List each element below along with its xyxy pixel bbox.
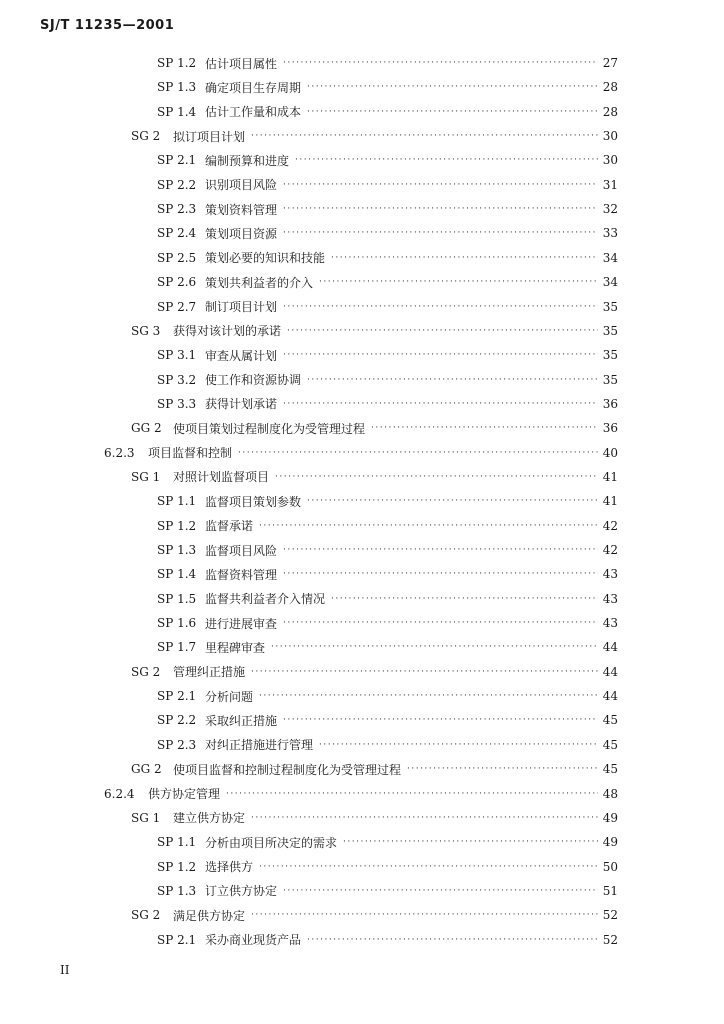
toc-entry [157, 589, 618, 609]
toc-entry-title: 采办商业现货产品 [205, 933, 302, 948]
toc-entry [104, 784, 618, 804]
toc-entry-code: SP 1.4 [157, 567, 197, 582]
toc-entry-page: 34 [602, 250, 618, 265]
toc-entry-page: 36 [602, 421, 618, 436]
toc-entry-page: 28 [602, 80, 618, 95]
toc-entry-code: SG 1 [131, 810, 161, 825]
toc-entry-code: SP 1.1 [157, 494, 197, 509]
toc-entry-title: 监督项目风险 [205, 543, 278, 558]
toc-entry-page: 33 [602, 226, 618, 241]
toc-entry-title: 策划必要的知识和技能 [205, 251, 326, 266]
dot-leader [287, 324, 598, 338]
toc-entry [131, 418, 618, 438]
toc-entry-code: SP 1.2 [157, 56, 197, 70]
toc-entry-page: 27 [602, 56, 618, 70]
dot-leader [251, 811, 598, 825]
toc-entry-code: 6.2.4 [104, 786, 135, 801]
toc-entry [157, 613, 618, 633]
toc-entry-code: SP 1.5 [157, 591, 197, 606]
toc-entry-code: SP 1.4 [157, 104, 197, 119]
toc-entry-code: SG 2 [131, 908, 161, 923]
toc-entry-title: 进行进展审查 [205, 616, 278, 631]
toc-entry-title: 里程碑审查 [205, 640, 266, 655]
toc-entry-title: 使项目策划过程制度化为受管理过程 [173, 421, 366, 436]
toc-entry-page: 32 [602, 202, 618, 217]
toc-entry-code: GG 2 [131, 762, 162, 777]
toc-entry-title: 识别项目风险 [205, 178, 278, 193]
dot-leader [259, 519, 598, 533]
toc-entry-page: 45 [602, 762, 618, 777]
toc-entry-title: 对照计划监督项目 [173, 470, 270, 485]
toc-entry-code: SP 3.1 [157, 348, 197, 363]
toc-entry-page: 51 [602, 883, 618, 898]
toc-entry-code: SP 2.2 [157, 177, 197, 192]
toc-entry [157, 345, 618, 365]
toc-entry-title: 管理纠正措施 [173, 665, 246, 680]
toc-entry [157, 175, 618, 195]
toc-entry-page: 42 [602, 518, 618, 533]
toc-entry-title: 分析由项目所决定的需求 [205, 835, 338, 850]
toc-entry-title: 订立供方协定 [205, 884, 278, 899]
toc-entry-page: 48 [602, 786, 618, 801]
toc-entry-code: SP 2.4 [157, 226, 197, 241]
toc-entry [157, 881, 618, 901]
toc-entry [131, 759, 618, 779]
toc-entry [131, 467, 618, 487]
toc-entry-page: 31 [602, 177, 618, 192]
toc-entry-code: SP 2.3 [157, 737, 197, 752]
toc-entry-title: 建立供方协定 [173, 811, 246, 826]
toc-entry [131, 662, 618, 682]
toc-entry-title: 获得对该计划的承诺 [173, 324, 282, 339]
toc-entry-code: SP 1.3 [157, 543, 197, 557]
toc-entry [131, 321, 618, 341]
toc-entry [157, 930, 618, 950]
dot-leader [259, 689, 598, 703]
toc-entry-code: SP 2.6 [157, 275, 197, 290]
toc-entry-page: 34 [602, 275, 618, 290]
toc-entry-title: 监督项目策划参数 [205, 494, 302, 509]
toc-entry-title: 分析问题 [205, 689, 254, 704]
toc-entry-title: 编制预算和进度 [205, 153, 290, 168]
toc-entry-code: SG 3 [131, 323, 161, 338]
toc-entry-code: SP 1.3 [157, 80, 197, 95]
dot-leader [331, 251, 598, 265]
toc-entry-title: 选择供方 [205, 860, 254, 875]
page-number: II [60, 963, 70, 977]
dot-leader [283, 202, 598, 216]
dot-leader [407, 762, 598, 776]
toc-entry-code: SP 3.2 [157, 372, 197, 387]
dot-leader [283, 226, 598, 240]
toc-entry [157, 77, 618, 97]
toc-entry [104, 443, 618, 463]
toc-entry-code: SP 2.1 [157, 153, 197, 168]
dot-leader [251, 129, 598, 143]
toc-entry [157, 297, 618, 317]
dot-leader [251, 908, 598, 922]
toc-entry-page: 35 [602, 348, 618, 363]
toc-entry-page: 41 [602, 494, 618, 509]
dot-leader [283, 397, 598, 411]
toc-entry-code: SP 1.6 [157, 616, 197, 631]
dot-leader [226, 787, 598, 801]
toc-entry [157, 223, 618, 243]
toc-entry-code: SG 2 [131, 129, 161, 144]
toc-entry [157, 491, 618, 511]
dot-leader [271, 640, 598, 654]
toc-entry-page: 43 [602, 591, 618, 606]
toc-entry [157, 102, 618, 122]
toc-entry [157, 53, 618, 73]
toc-entry-code: SP 1.7 [157, 640, 197, 655]
dot-leader [283, 713, 598, 727]
toc-entry-title: 采取纠正措施 [205, 713, 278, 728]
toc-entry-code: SP 2.1 [157, 689, 197, 704]
toc-entry-title: 使项目监督和控制过程制度化为受管理过程 [173, 762, 402, 777]
toc-entry-title: 制订项目计划 [205, 300, 278, 314]
toc-entry [157, 857, 618, 877]
toc-entry-title: 估计工作量和成本 [205, 105, 302, 120]
toc-entry-page: 45 [602, 737, 618, 752]
dot-leader [283, 300, 598, 314]
toc-entry-page: 44 [602, 664, 618, 679]
dot-leader [307, 933, 598, 947]
toc-entry-code: SP 1.2 [157, 859, 197, 874]
toc-entry-page: 49 [602, 835, 618, 850]
dot-leader [251, 665, 598, 679]
toc-entry-code: SP 2.7 [157, 299, 197, 314]
dot-leader [238, 446, 598, 460]
toc-entry-title: 监督承诺 [205, 519, 254, 534]
toc-entry [157, 686, 618, 706]
toc-entry-title: 供方协定管理 [148, 787, 221, 801]
toc-entry-page: 52 [602, 908, 618, 923]
dot-leader [319, 738, 598, 752]
dot-leader [283, 884, 598, 898]
dot-leader [343, 835, 598, 849]
toc-entry [157, 564, 618, 584]
toc-entry-code: SP 2.1 [157, 932, 197, 947]
document-code-header: SJ/T 11235—2001 [40, 18, 175, 33]
toc-entry-code: SP 3.3 [157, 396, 197, 411]
toc-entry-title: 获得计划承诺 [205, 397, 278, 412]
dot-leader [283, 178, 598, 192]
toc-entry-page: 50 [602, 859, 618, 874]
dot-leader [283, 543, 598, 557]
toc-entry-title: 策划资料管理 [205, 202, 278, 217]
toc-entry [131, 126, 618, 146]
dot-leader [307, 494, 598, 508]
toc-entry-code: SP 1.2 [157, 518, 197, 533]
toc-entry [157, 150, 618, 170]
dot-leader [275, 470, 598, 484]
toc-entry-page: 30 [602, 153, 618, 168]
toc-entry-code: GG 2 [131, 421, 162, 436]
toc-entry [157, 248, 618, 268]
toc-entry-title: 审查从属计划 [205, 348, 278, 363]
toc-entry [157, 394, 618, 414]
toc-entry-page: 49 [602, 810, 618, 825]
toc-entry-page: 35 [602, 372, 618, 387]
toc-entry-page: 28 [602, 104, 618, 119]
dot-leader [331, 592, 598, 606]
toc-entry-code: SP 2.5 [157, 250, 197, 265]
dot-leader [259, 860, 598, 874]
toc-entry-page: 30 [602, 129, 618, 144]
toc-entry-page: 45 [602, 713, 618, 728]
toc-entry [157, 199, 618, 219]
toc-entry [157, 832, 618, 852]
toc-entry-page: 52 [602, 932, 618, 947]
toc-entry-title: 使工作和资源协调 [205, 373, 302, 388]
dot-leader [283, 348, 598, 362]
dot-leader [283, 567, 598, 581]
toc-entry-code: SG 1 [131, 469, 161, 484]
toc-entry-code: SG 2 [131, 664, 161, 679]
toc-entry-page: 42 [602, 543, 618, 557]
toc-entry-page: 44 [602, 640, 618, 655]
toc-entry-title: 策划共利益者的介入 [205, 275, 314, 290]
toc-entry [157, 272, 618, 292]
toc-entry [157, 637, 618, 657]
toc-entry-title: 满足供方协定 [173, 908, 246, 923]
toc-entry-title: 估计项目属性 [205, 56, 278, 71]
dot-leader [283, 56, 598, 70]
toc-entry-page: 43 [602, 616, 618, 631]
dot-leader [295, 153, 598, 167]
dot-leader [371, 421, 598, 435]
toc-entry-title: 监督资料管理 [205, 567, 278, 582]
dot-leader [307, 105, 598, 119]
toc-entry-page: 35 [602, 323, 618, 338]
dot-leader [319, 275, 598, 289]
toc-entry-code: 6.2.3 [104, 445, 135, 460]
toc-entry [157, 540, 618, 560]
toc-entry [157, 710, 618, 730]
toc-entry-page: 44 [602, 689, 618, 704]
toc-entry-code: SP 1.3 [157, 883, 197, 898]
toc-entry [157, 735, 618, 755]
toc-entry-page: 41 [602, 469, 618, 484]
toc-entry-page: 35 [602, 299, 618, 314]
toc-entry-title: 项目监督和控制 [148, 446, 233, 461]
dot-leader [307, 373, 598, 387]
toc-entry [131, 808, 618, 828]
toc-entry-title: 确定项目生存周期 [205, 80, 302, 95]
toc-entry-page: 40 [602, 445, 618, 460]
toc-entry-code: SP 1.1 [157, 835, 197, 850]
toc-entry [157, 370, 618, 390]
toc-entry-title: 拟订项目计划 [173, 129, 246, 144]
toc-entry-title: 对纠正措施进行管理 [205, 738, 314, 753]
toc-entry [157, 516, 618, 536]
toc-entry-code: SP 2.3 [157, 202, 197, 217]
toc-entry-page: 36 [602, 396, 618, 411]
toc-entry-code: SP 2.2 [157, 713, 197, 728]
dot-leader [307, 80, 598, 94]
toc-entry-title: 监督共利益者介入情况 [205, 592, 326, 607]
toc-entry [131, 905, 618, 925]
toc-entry-page: 43 [602, 567, 618, 582]
toc-entry-title: 策划项目资源 [205, 226, 278, 241]
dot-leader [283, 616, 598, 630]
